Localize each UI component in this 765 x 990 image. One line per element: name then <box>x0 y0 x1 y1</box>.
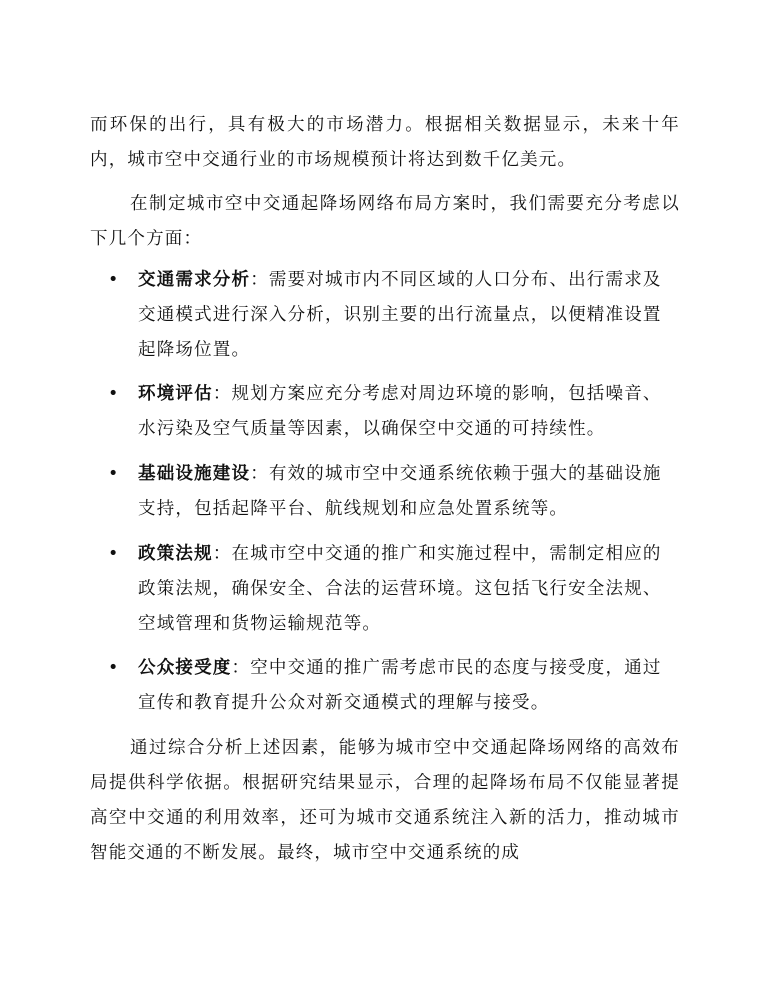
bullet-text: ：规划方案应充分考虑对周边环境的影响，包括噪音、水污染及空气质量等因素，以确保空中交通的可持续性。 <box>138 384 662 439</box>
bullet-policy <box>108 537 680 642</box>
bullet-marker: • <box>108 544 120 564</box>
bullet-marker: • <box>108 270 120 290</box>
bullet-text: ：在城市空中交通的推广和实施过程中，需制定相应的政策法规，确保安全、合法的运营环境。这包括飞行安全法规、空域管理和货物运输规范等。 <box>138 544 662 634</box>
bullet-infrastructure <box>108 457 680 527</box>
bullet-marker: • <box>108 384 120 404</box>
bullet-term: 公众接受度 <box>138 658 232 678</box>
paragraph-planning-intro: 在制定城市空中交通起降场网络布局方案时，我们需要充分考虑以下几个方面： <box>90 194 680 249</box>
bullet-text: ：空中交通的推广需考虑市民的态度与接受度，通过宣传和教育提升公众对新交通模式的理解与接受。 <box>138 658 662 713</box>
paragraph-market-potential: 而环保的出行，具有极大的市场潜力。根据相关数据显示，未来十年内，城市空中交通行业的市场规模预计将达到数千亿美元。 <box>90 115 680 170</box>
bullet-term: 政策法规 <box>138 544 213 564</box>
paragraph-conclusion: 通过综合分析上述因素，能够为城市空中交通起降场网络的高效布局提供科学依据。根据研究结果显示，合理的起降场布局不仅能显著提高空中交通的利用效率，还可为城市交通系统注入新的活力，推动城市智能交通的不断发展。最终，城市空中交通系统的成 <box>90 738 680 863</box>
bullet-marker: • <box>108 464 120 484</box>
bullet-demand-analysis <box>108 263 680 368</box>
bullet-environment <box>108 377 680 447</box>
bullet-term: 环境评估 <box>138 384 213 404</box>
bullet-text: ：有效的城市空中交通系统依赖于强大的基础设施支持，包括起降平台、航线规划和应急处置系统等。 <box>138 464 662 519</box>
bullet-term: 基础设施建设 <box>138 464 251 484</box>
bullet-term: 交通需求分析 <box>138 270 251 290</box>
bullet-marker: • <box>108 658 120 678</box>
bullet-public-acceptance <box>108 651 680 721</box>
bullet-text: ：需要对城市内不同区域的人口分布、出行需求及交通模式进行深入分析，识别主要的出行流量点，以便精准设置起降场位置。 <box>138 270 662 360</box>
